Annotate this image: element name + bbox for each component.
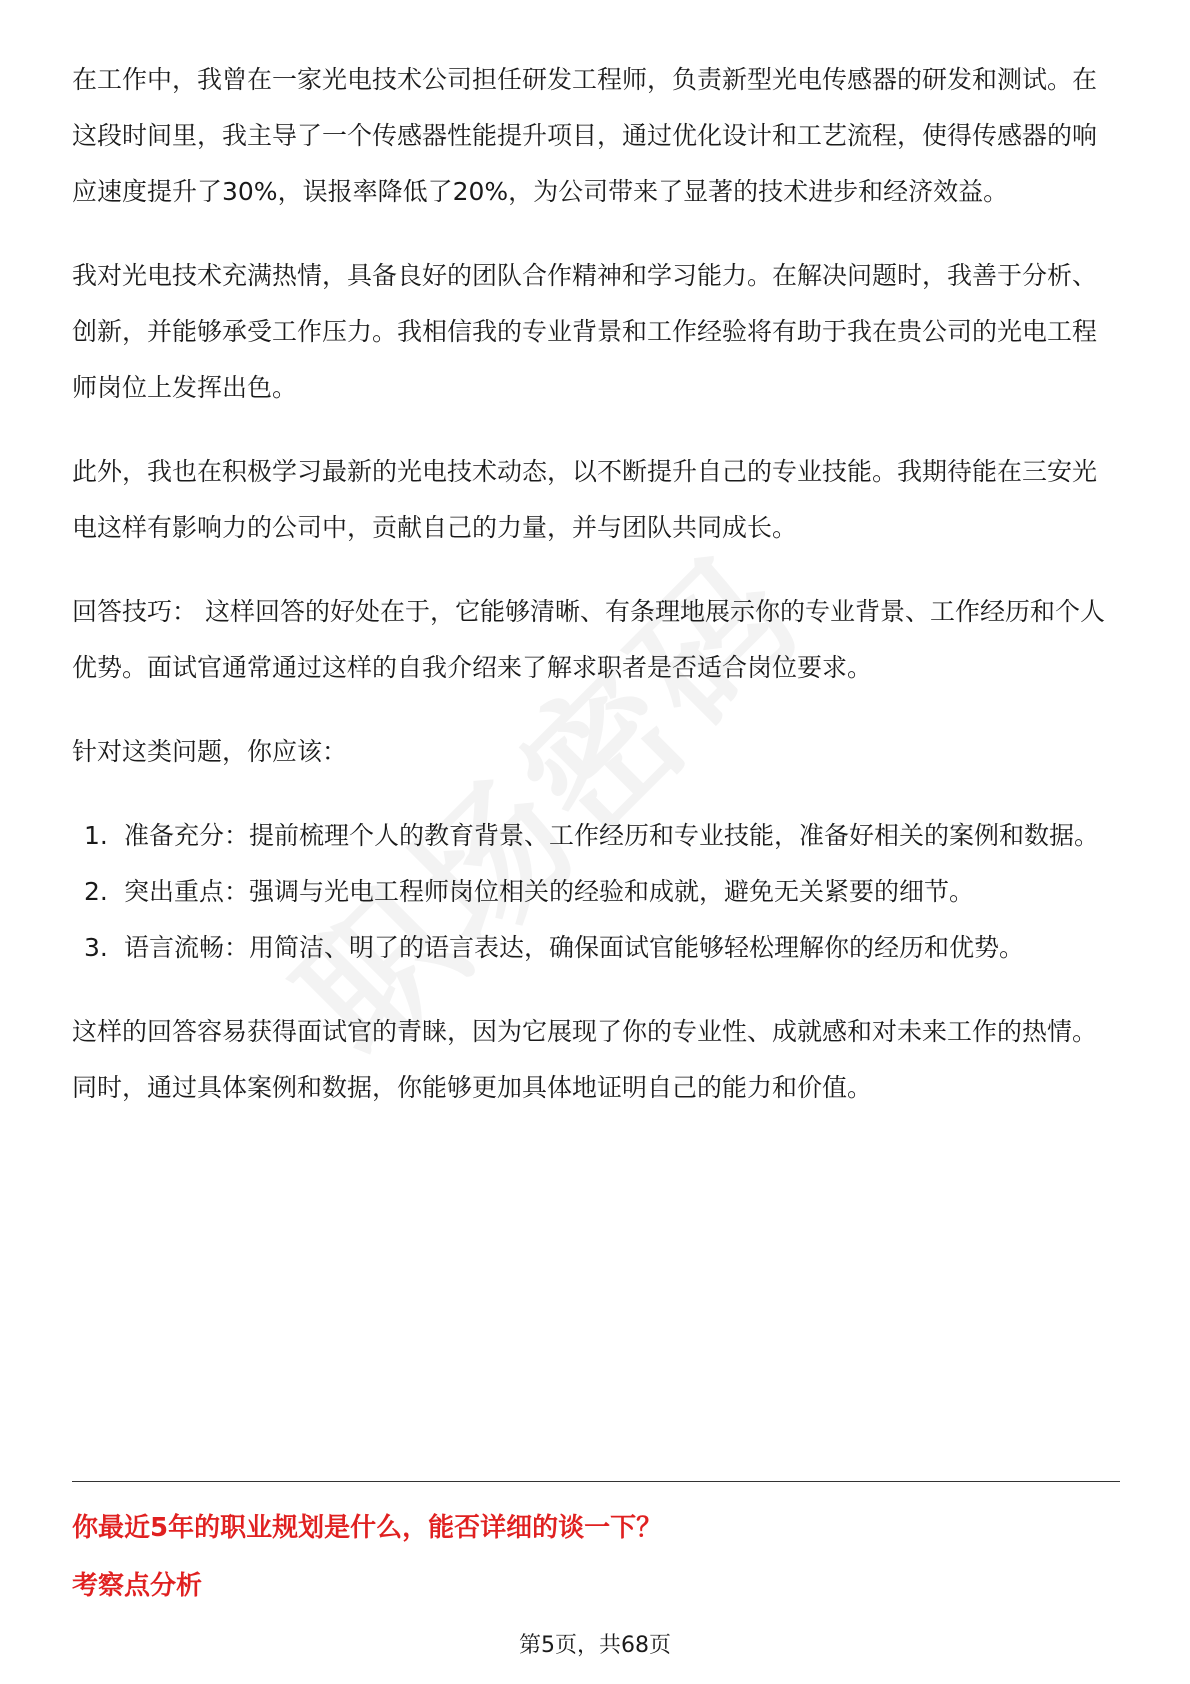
paragraph-list-intro: 针对这类问题，你应该： [72,737,348,766]
list-item-number: 3. [84,933,108,962]
list-item [72,920,1120,976]
list-item-text: 准备充分：提前梳理个人的教育背景、工作经历和专业技能，准备好相关的案例和数据。 [124,821,1100,850]
document-body [72,52,1120,1144]
paragraph-answer-tips: 回答技巧： 这样回答的好处在于，它能够清晰、有条理地展示你的专业背景、工作经历和个人优势。面试官通常通过这样的自我介绍来了解求职者是否适合岗位要求。 [72,597,1105,682]
paragraph-passion: 我对光电技术充满热情，具备良好的团队合作精神和学习能力。在解决问题时，我善于分析、创新，并能够承受工作压力。我相信我的专业背景和工作经验将有助于我在贵公司的光电工程师岗位上发挥出色。 [72,261,1098,402]
list-item [72,864,1120,920]
next-question-heading: 你最近5年的职业规划是什么，能否详细的谈一下？ [72,1513,663,1543]
list-item-text: 语言流畅：用简洁、明了的语言表达，确保面试官能够轻松理解你的经历和优势。 [124,933,1025,962]
paragraph-learning: 此外，我也在积极学习最新的光电技术动态，以不断提升自己的专业技能。我期待能在三安光电这样有影响力的公司中，贡献自己的力量，并与团队共同成长。 [72,457,1098,542]
list-item-number: 2. [84,877,108,906]
paragraph-conclusion: 这样的回答容易获得面试官的青睐，因为它展现了你的专业性、成就感和对未来工作的热情。同时，通过具体案例和数据，你能够更加具体地证明自己的能力和价值。 [72,1017,1098,1102]
paragraph-work-experience: 在工作中，我曾在一家光电技术公司担任研发工程师，负责新型光电传感器的研发和测试。在这段时间里，我主导了一个传感器性能提升项目，通过优化设计和工艺流程，使得传感器的响应速度提升了30%，误报率降低了20%，为公司带来了显著的技术进步和经济效益。 [72,65,1098,206]
page-number: 第5页，共68页 [519,1633,671,1658]
tips-list [72,808,1120,976]
list-item-text: 突出重点：强调与光电工程师岗位相关的经验和成就，避免无关紧要的细节。 [124,877,975,906]
list-item-number: 1. [84,821,108,850]
section-divider [72,1481,1120,1482]
list-item [72,808,1120,864]
analysis-subheading: 考察点分析 [72,1571,203,1601]
